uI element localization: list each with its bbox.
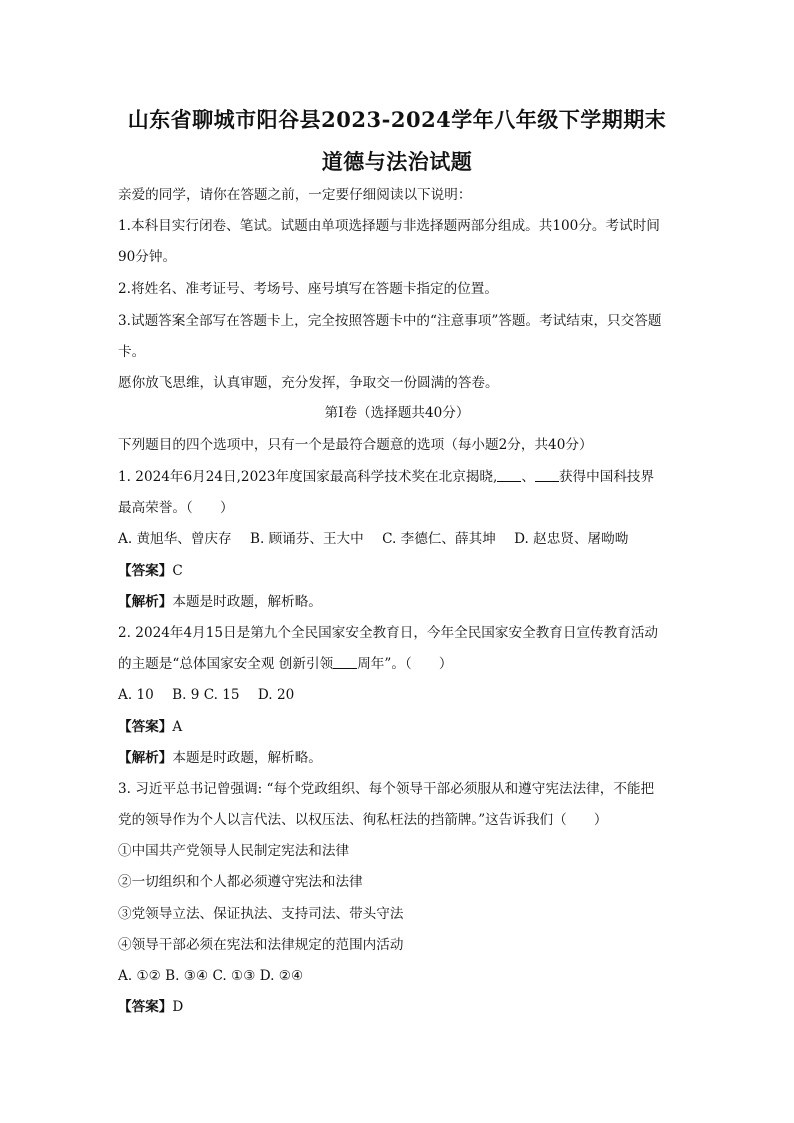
answer-label: 【答案】 — [118, 719, 173, 735]
analysis-label: 【解析】 — [118, 750, 173, 766]
question-2-text-cont — [118, 655, 678, 673]
instruction-1-cont: 90分钟。 — [118, 249, 177, 265]
question-1-analysis — [118, 593, 678, 611]
answer-value: A — [172, 719, 183, 735]
option-b-c: B. 9 C. 15 — [172, 687, 240, 703]
question-3-options: A. ①② B. ③④ C. ①③ D. ②④ — [118, 968, 304, 984]
question-1-text-part: 、 — [521, 469, 535, 485]
instruction-1: 1.本科目实行闭卷、笔试。试题由单项选择题与非选择题两部分组成。共100分。考试时间 — [118, 218, 660, 234]
question-2-text-part: 的主题是“总体国家安全观 创新引领 — [118, 656, 334, 672]
analysis-label: 【解析】 — [118, 594, 173, 610]
question-2-answer — [118, 718, 678, 736]
page-title: 山东省聊城市阳谷县2023-2024学年八年级下学期期末 — [127, 107, 667, 132]
question-1-options — [118, 530, 678, 548]
question-3-answer — [118, 998, 678, 1016]
option-b: B. 顾诵芬、王大中 — [249, 531, 364, 547]
page-subtitle: 道德与法治试题 — [321, 149, 473, 174]
option-a: A. 黄旭华、曾庆存 — [118, 531, 232, 547]
option-d: D. 20 — [257, 687, 295, 703]
answer-label: 【答案】 — [118, 999, 173, 1015]
section-heading: 第Ⅰ卷（选择题共40分） — [324, 405, 470, 421]
question-3-item-3: ③党领导立法、保证执法、支持司法、带头守法 — [118, 906, 404, 922]
question-2-analysis — [118, 749, 678, 767]
question-2-text: 2. 2024年4月15日是第九个全民国家安全教育日，今年全民国家安全教育日宣传教育活动 — [118, 625, 659, 641]
option-a: A. 10 — [118, 687, 154, 703]
answer-blank — [535, 469, 559, 482]
question-3-text: 3. 习近平总书记曾强调: “每个党政组织、每个领导干部必须服从和遵守宪法法律，不能把 — [118, 781, 655, 797]
answer-blank — [333, 656, 357, 669]
answer-value: D — [172, 999, 184, 1015]
instructions-wish: 愿你放飞思维，认真审题，充分发挥，争取交一份圆满的答卷。 — [118, 375, 499, 391]
question-3-item-4: ④领导干部必须在宪法和法律规定的范围内活动 — [118, 937, 404, 953]
question-3-text-cont: 党的领导作为个人以言代法、以权压法、徇私枉法的挡箭牌。”这告诉我们（ ） — [118, 812, 608, 828]
question-3-item-2: ②一切组织和个人都必须遵守宪法和法律 — [118, 874, 363, 890]
instruction-3-cont: 卡。 — [118, 344, 146, 360]
instruction-2: 2.将姓名、准考证号、考场号、座号填写在答题卡指定的位置。 — [118, 281, 498, 297]
instruction-3: 3.试题答案全部写在答题卡上，完全按照答题卡中的“注意事项”答题。考试结束，只交答题 — [118, 313, 662, 329]
option-c: C. 李德仁、薛其坤 — [382, 531, 496, 547]
question-1-text-part: 获得中国科技界 — [558, 469, 655, 485]
analysis-text: 本题是时政题，解析略。 — [172, 594, 322, 610]
question-1-text-part: 1. 2024年6月24日,2023年度国家最高科学技术奖在北京揭晓, — [118, 469, 498, 485]
instructions-greeting: 亲爱的同学，请你在答题之前，一定要仔细阅读以下说明： — [118, 187, 472, 203]
answer-label: 【答案】 — [118, 563, 173, 579]
analysis-text: 本题是时政题，解析略。 — [172, 750, 322, 766]
option-d: D. 赵忠贤、屠呦呦 — [514, 531, 629, 547]
section-note: 下列题目的四个选项中，只有一个是最符合题意的选项（每小题2分，共40分） — [118, 437, 593, 453]
question-2-options — [118, 686, 678, 704]
answer-blank — [497, 469, 521, 482]
question-1-text-cont: 最高荣誉。（ ） — [118, 500, 234, 516]
question-3-item-1: ①中国共产党领导人民制定宪法和法律 — [118, 843, 350, 859]
question-2-text-part: 周年”。（ ） — [357, 656, 453, 672]
question-1-text — [118, 468, 678, 486]
answer-value: C — [172, 563, 183, 579]
question-1-answer — [118, 562, 678, 580]
